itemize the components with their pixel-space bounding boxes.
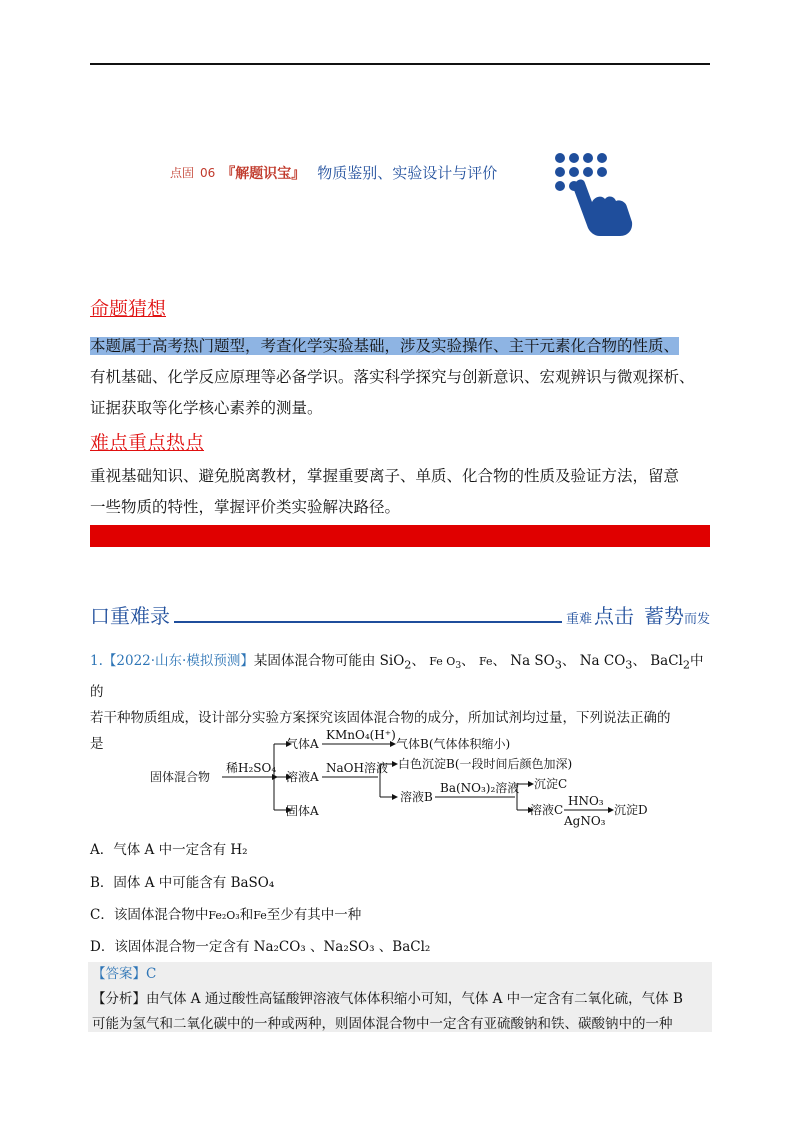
option-d-chem: Na₂CO₃ 、Na₂SO₃ 、BaCl₂ xyxy=(253,939,431,955)
answer-value: C xyxy=(146,966,157,982)
topic-banner xyxy=(170,162,497,183)
option-a[interactable]: A．气体 A 中一定含有 H₂ xyxy=(90,842,248,858)
red-divider-bar xyxy=(90,525,710,547)
node-white-precipitate-b: 白色沉淀B(一段时间后颜色加深) xyxy=(398,757,573,771)
reagent-kmno4: KMnO₄(H⁺) xyxy=(326,728,396,742)
hot-heading: 难点重点热点 xyxy=(90,432,205,454)
chem-na2co3: Na $CO_3$ xyxy=(579,653,633,672)
hot-line-2: 一些物质的特性，掌握评价类实验解决路径。 xyxy=(90,498,401,516)
node-precipitate-c: 沉淀C xyxy=(534,777,568,791)
node-solution-a: 溶液A xyxy=(286,770,319,784)
stem-line-2: 若干种物质组成，设计部分实验方案探究该固体混合物的成分，所加试剂均过量，下列说法正确的 xyxy=(90,710,671,727)
experiment-flow-diagram xyxy=(150,722,670,830)
hot-paragraph xyxy=(90,461,710,523)
option-c[interactable]: C．该固体混合物中Fe₂O₃和Fe至少有其中一种 xyxy=(90,907,362,923)
reagent-dilute-h2so4: 稀H₂SO₄ xyxy=(226,761,277,775)
section-title: 口重难录 xyxy=(90,604,170,628)
node-gas-b: 气体B(气体体积缩小) xyxy=(396,737,511,751)
option-c-chem-1: Fe₂O₃ xyxy=(208,909,240,922)
question-stem: 1.【2022·山东·模拟预测】某固体混合物可能由 SiO$_2$、 Fe $O_3$、 Fe、 Na $SO_3$、 Na $CO_3$、 BaCl$_2$中的 若干种物质组成，设计部分实验方案探究该固体混合物的成分，所加试剂均过量，下列说法正确的 是 xyxy=(90,648,710,757)
section-word-1: 重难 xyxy=(565,612,592,627)
guess-paragraph xyxy=(90,331,710,424)
node-solution-b: 溶液B xyxy=(400,790,433,804)
node-solution-c: 溶液C xyxy=(530,803,564,817)
stem-line-3: 是 xyxy=(90,736,104,753)
chem-sio2: SiO$_2$ xyxy=(379,653,412,672)
reagent-ba-no3-2: Ba(NO₃)₂溶液 xyxy=(440,781,520,795)
header-rule xyxy=(90,63,710,65)
question-source: 【2022·山东·模拟预测】 xyxy=(102,653,254,669)
reagent-hno3: HNO₃ xyxy=(568,794,604,808)
option-c-chem-2: Fe xyxy=(253,909,267,922)
answer-label: 【答案】 xyxy=(92,966,146,982)
option-d[interactable]: D．该固体混合物一定含有 Na₂CO₃ 、Na₂SO₃ 、BaCl₂ xyxy=(90,939,431,955)
node-precipitate-d: 沉淀D xyxy=(614,803,648,817)
hot-line-1: 重视基础知识、避免脱离教材，掌握重要离子、单质、化合物的性质及验证方法，留意 xyxy=(90,467,680,485)
analysis-line-2: 可能为氢气和二氧化碳中的一种或两种，则固体混合物中一定含有亚硫酸钠和铁、碳酸钠中的一种 xyxy=(92,1016,673,1032)
option-b-chem: BaSO₄ xyxy=(230,875,275,891)
banner-title: 物质鉴别、实验设计与评价 xyxy=(317,164,498,182)
section-word-4: 而发 xyxy=(683,612,710,627)
option-b[interactable]: B．固体 A 中可能含有 BaSO₄ xyxy=(90,875,275,891)
chem-na2so3: Na $SO_3$ xyxy=(510,653,562,672)
banner-bracket: 『解题识宝』 xyxy=(221,165,306,182)
guess-line-3: 证据获取等化学核心素养的测量。 xyxy=(90,399,323,417)
node-solid-a: 固体A xyxy=(286,804,319,818)
analysis-line-1: 由气体 A 通过酸性高锰酸钾溶液气体体积缩小可知，气体 A 中一定含有二氧化硫，气体 B xyxy=(146,991,683,1007)
guess-heading: 命题猜想 xyxy=(90,298,167,320)
answer-block xyxy=(92,962,708,1037)
reagent-agno3: AgNO₃ xyxy=(564,814,606,828)
question-number: 1. xyxy=(90,653,103,669)
stem-part-2: 中的 xyxy=(90,653,704,701)
banner-number: 06 xyxy=(200,165,216,180)
chem-bacl2: BaCl$_2$ xyxy=(650,653,691,672)
guess-line-2: 有机基础、化学反应原理等必备学识。落实科学探究与创新意识、宏观辨识与微观探析、 xyxy=(90,368,695,386)
section-header xyxy=(90,600,710,629)
node-solid-mixture: 固体混合物 xyxy=(150,770,211,784)
option-a-chem: H₂ xyxy=(230,842,248,858)
chem-fe2o3: Fe $O_3$ xyxy=(429,655,462,672)
chem-fe: Fe xyxy=(478,655,493,668)
node-gas-a: 气体A xyxy=(286,737,319,751)
analysis-label: 【分析】 xyxy=(92,991,146,1007)
section-underline xyxy=(174,603,562,623)
banner-tag: 点固 xyxy=(170,166,195,180)
guess-line-1: 本题属于高考热门题型，考查化学实验基础，涉及实验操作、主干元素化合物的性质、 xyxy=(90,337,680,355)
section-word-2: 点击 xyxy=(593,604,634,628)
reagent-naoh: NaOH溶液 xyxy=(326,761,388,775)
pointing-hand-grid-icon xyxy=(548,150,638,240)
section-word-3: 蓄势 xyxy=(643,604,684,628)
stem-part-1: 某固体混合物可能由 xyxy=(253,653,376,669)
